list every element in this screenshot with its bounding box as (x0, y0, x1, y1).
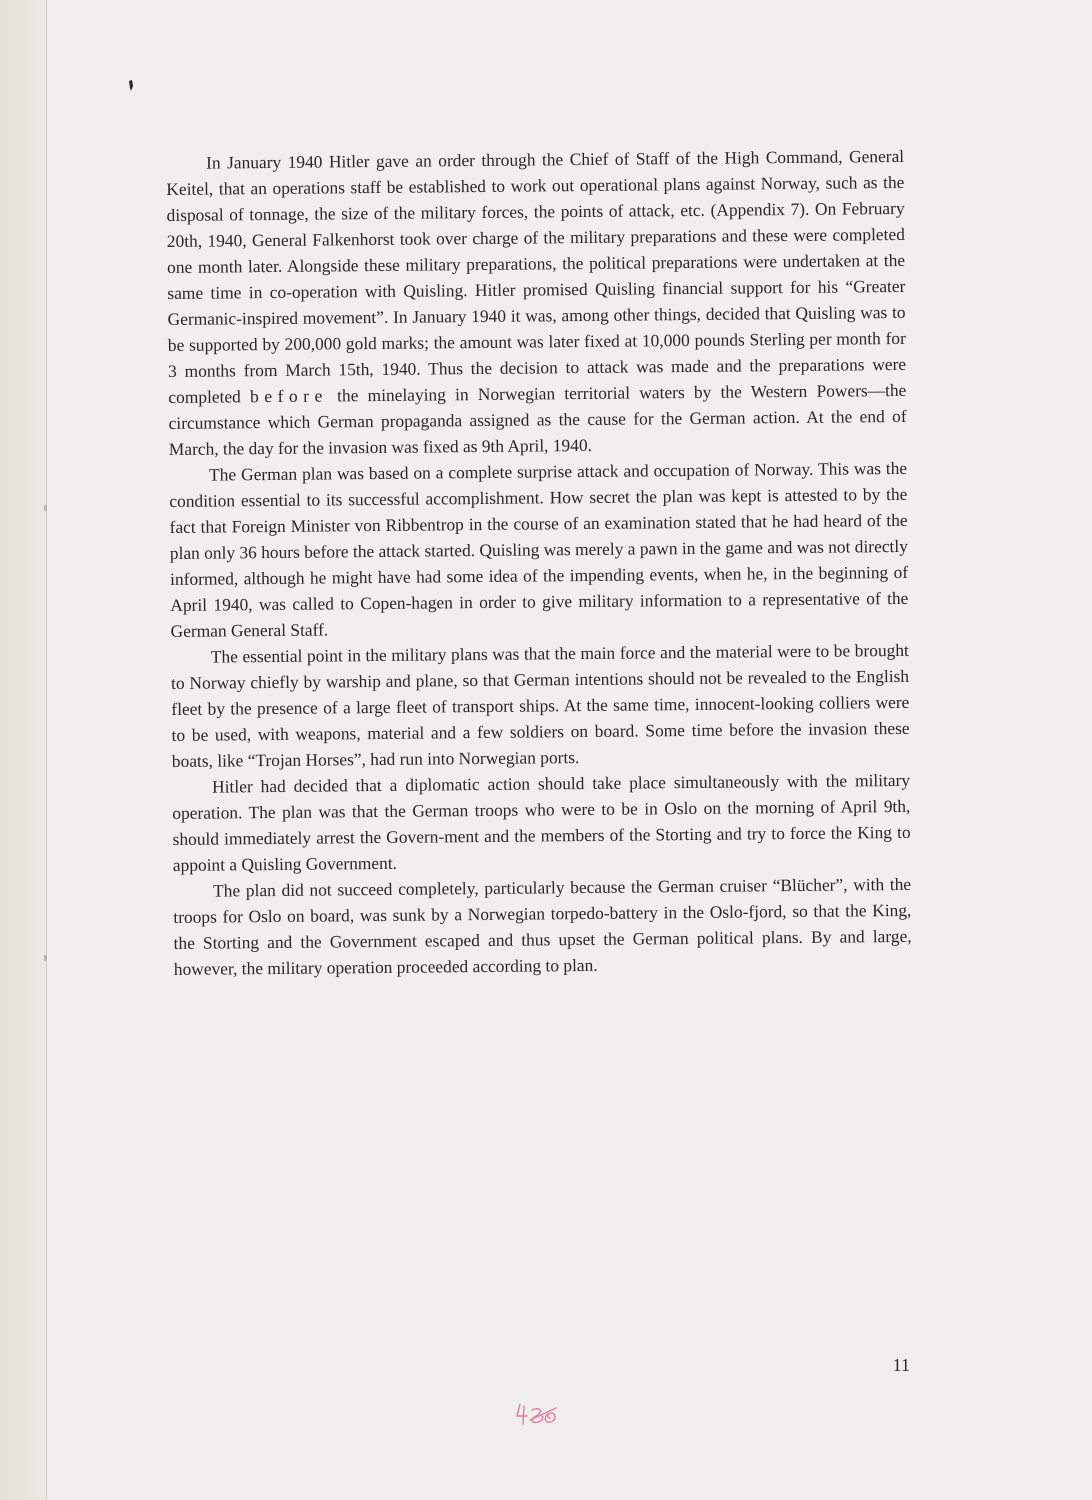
body-text (166, 143, 912, 982)
paragraph-1-after: the minelaying in Norwegian territorial waters by the Western Powers—the circumstance which German propaganda assigned as the cause for the German action. At the end of March, the day for the invasion was fixed as 9th April, 1940. (168, 379, 907, 459)
edge-mark (44, 955, 47, 961)
paragraph-3: The essential point in the military plans was that the main force and the material were to be brought to Norway chiefly by warship and plane, so that German intentions should not be revealed to the English fleet by the presence of a large fleet of transport ships. At the same time, innocent-looking colliers were to be used, with weapons, material and a few soldiers on board. Some time before the invasion these boats, like “Trojan Horses”, had run into Norwegian ports. (171, 639, 910, 771)
paragraph-2: The German plan was based on a complete surprise attack and occupation of Norway. This was the condition essential to its successful accomplishment. How secret the plan was kept is attested to by the fact that Foreign Minister von Ribbentrop in the course of an examination stated that he had heard of the plan only 36 hours before the attack started. Quisling was merely a pawn in the game and was not directly informed, although he might have had some idea of the impending events, when he, in the beginning of April 1940, was called to Copen-hagen in order to give military information to a representative of the German General Staff. (169, 457, 909, 641)
ink-speck-icon (128, 80, 134, 92)
paragraph-4: Hitler had decided that a diplomatic action should take place simultaneously with the military operation. The plan was that the German troops who were to be in Oslo on the morning of April 9th, should immediately arrest the Govern-ment and the members of the Storting and try to force the King to appoint a Quisling Government. (172, 769, 911, 875)
paragraph-1 (166, 143, 907, 462)
binding-gutter (0, 0, 46, 1500)
page-number: 11 (892, 1355, 910, 1375)
binding-edge-line (46, 0, 47, 1500)
handwritten-archive-mark-icon (514, 1400, 570, 1430)
emphasis-before: before (249, 385, 328, 407)
paragraph-5: The plan did not succeed completely, particularly because the German cruiser “Blücher”, with the troops for Oslo on board, was sunk by a Norwegian torpedo-battery in the Oslo-fjord, so that the King, the Storting and the Government escaped and thus upset the German political plans. By and large, however, the military operation proceeded according to plan. (173, 873, 912, 979)
edge-mark (44, 505, 47, 511)
paragraph-1-before: In January 1940 Hitler gave an order through the Chief of Staff of the High Command, General Keitel, that an operations staff be established to work out operational plans against Norway, such as the disposal of tonnage, the size of the military forces, the points of attack, etc. (Appendix 7). On February 20th, 1940, General Falkenhorst took over charge of the military preparations and these were completed one month later. Alongside these military preparations, the political preparations were undertaken at the same time in co-operation with Quisling. Hitler promised Quisling financial support for his “Greater Germanic-inspired movement”. In January 1940 it was, among other things, decided that Quisling was to be supported by 200,000 gold marks; the amount was later fixed at 10,000 pounds Sterling per month for 3 months from March 15th, 1940. Thus the decision to attack was made and the preparations were completed (166, 145, 907, 407)
